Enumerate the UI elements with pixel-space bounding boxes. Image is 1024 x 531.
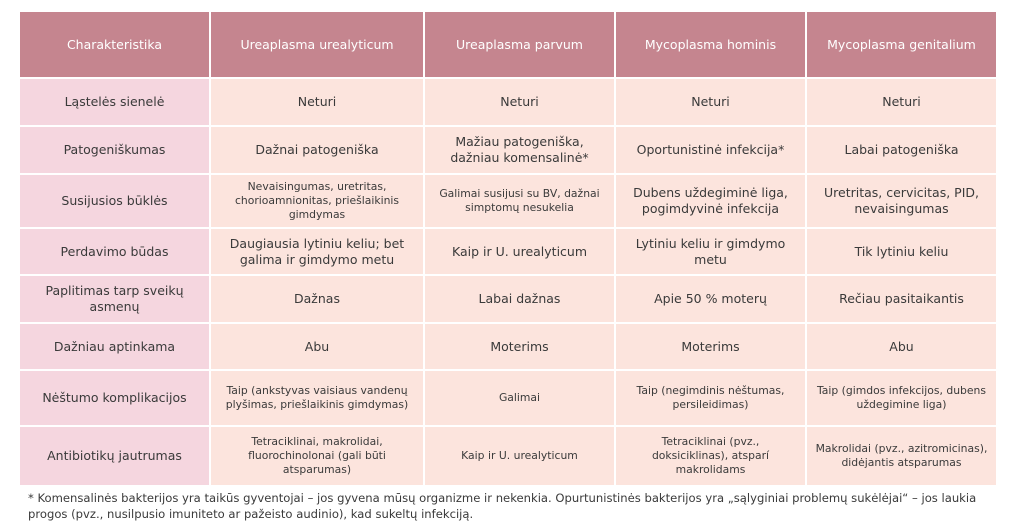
row-label: Antibiotikų jautrumas — [20, 427, 209, 485]
table-cell: Lytiniu keliu ir gimdymo metu — [616, 229, 805, 274]
table-cell: Neturi — [211, 79, 423, 125]
row-label: Paplitimas tarp sveikų asmenų — [20, 276, 209, 322]
row-label: Perdavimo būdas — [20, 229, 209, 274]
table-cell: Neturi — [616, 79, 805, 125]
table-cell: Galimai — [425, 371, 614, 425]
table-cell: Mažiau patogeniška, dažniau komensalinė* — [425, 127, 614, 173]
table-cell: Moterims — [425, 324, 614, 369]
table-cell: Apie 50 % moterų — [616, 276, 805, 322]
header-characteristic: Charakteristika — [20, 12, 209, 77]
table-cell: Makrolidai (pvz., azitromicinas), didėjantis atsparumas — [807, 427, 996, 485]
table-cell: Taip (negimdinis nėštumas, persileidimas) — [616, 371, 805, 425]
header-m-hominis: Mycoplasma hominis — [616, 12, 805, 77]
table-cell: Galimai susijusi su BV, dažnai simptomų nesukelia — [425, 175, 614, 227]
table-cell: Tetraciklinai (pvz., doksiciklinas), atsparí makrolidams — [616, 427, 805, 485]
table-cell: Kaip ir U. urealyticum — [425, 229, 614, 274]
table-cell: Nevaisingumas, uretritas, chorioamnionitas, priešlaikinis gimdymas — [211, 175, 423, 227]
row-label: Patogeniškumas — [20, 127, 209, 173]
header-m-genitalium: Mycoplasma genitalium — [807, 12, 996, 77]
header-u-urealyticum: Ureaplasma urealyticum — [211, 12, 423, 77]
header-u-parvum: Ureaplasma parvum — [425, 12, 614, 77]
footnote: * Komensalinės bakterijos yra taikūs gyventojai – jos gyvena mūsų organizme ir nekenkia. Opurtunistinės bakterijos yra „sąlyginiai problemų sukėlėjai“ – jos laukia progos (pvz., nusilpusio imuniteto ar pažeisto audinio), kad sukeltų infekciją. — [28, 491, 977, 521]
comparison-table — [20, 12, 996, 485]
table-cell: Uretritas, cervicitas, PID, nevaisingumas — [807, 175, 996, 227]
row-label: Dažniau aptinkama — [20, 324, 209, 369]
table-cell: Neturi — [807, 79, 996, 125]
table-cell: Labai patogeniška — [807, 127, 996, 173]
table-cell: Dubens uždegiminė liga, pogimdyvinė infekcija — [616, 175, 805, 227]
table-cell: Dažnas — [211, 276, 423, 322]
table-cell: Neturi — [425, 79, 614, 125]
table-cell: Labai dažnas — [425, 276, 614, 322]
table-cell: Kaip ir U. urealyticum — [425, 427, 614, 485]
row-label: Nėštumo komplikacijos — [20, 371, 209, 425]
row-label: Ląstelės sienelė — [20, 79, 209, 125]
table-cell: Taip (ankstyvas vaisiaus vandenų plyšimas, priešlaikinis gimdymas) — [211, 371, 423, 425]
table-cell: Daugiausia lytiniu keliu; bet galima ir gimdymo metu — [211, 229, 423, 274]
table-cell: Oportunistinė infekcija* — [616, 127, 805, 173]
table-cell: Tetraciklinai, makrolidai, fluorochinolonai (gali būti atsparumas) — [211, 427, 423, 485]
table-cell: Abu — [211, 324, 423, 369]
table-cell: Dažnai patogeniška — [211, 127, 423, 173]
table-cell: Tik lytiniu keliu — [807, 229, 996, 274]
table-cell: Taip (gimdos infekcijos, dubens uždegimine liga) — [807, 371, 996, 425]
table-cell: Rečiau pasitaikantis — [807, 276, 996, 322]
table-cell: Moterims — [616, 324, 805, 369]
row-label: Susijusios būklės — [20, 175, 209, 227]
table-cell: Abu — [807, 324, 996, 369]
